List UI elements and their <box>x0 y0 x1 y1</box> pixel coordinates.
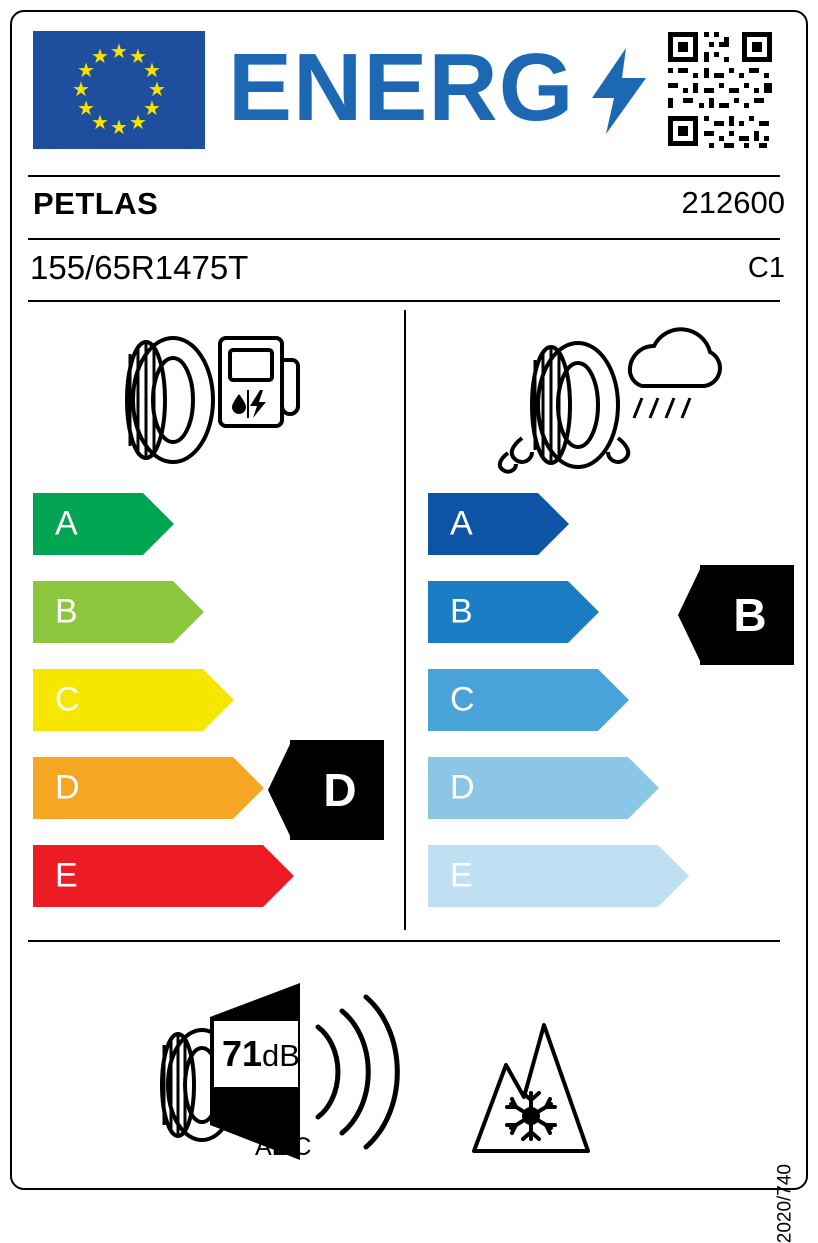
eu-star-icon: ★ <box>91 111 109 134</box>
wet-grade-letter: E <box>450 856 473 895</box>
wet-bar-b <box>428 581 658 643</box>
regulation-reference: 2020/740 <box>774 1164 795 1243</box>
wet-rating-value: B <box>733 589 767 641</box>
fuel-rating-marker <box>268 740 384 840</box>
wet-bar-a <box>428 493 658 555</box>
energy-wordmark: ENERG <box>228 34 575 141</box>
eu-star-icon: ★ <box>142 60 161 82</box>
eu-star-icon: ★ <box>129 46 147 69</box>
fuel-bar-a <box>33 493 263 555</box>
eu-star-icon: ★ <box>148 79 166 101</box>
noise-class-a: A <box>255 1133 272 1161</box>
tyre-size: 155/65R1475T <box>30 249 249 286</box>
eu-star-icon: ★ <box>72 79 90 101</box>
column-divider <box>404 310 406 930</box>
product-code: 212600 <box>681 185 785 220</box>
wet-bar-c <box>428 669 658 731</box>
fuel-grade-letter: E <box>55 856 78 895</box>
wet-grip-scale <box>428 493 658 933</box>
qr-code-icon[interactable] <box>666 28 776 152</box>
three-peak-mountain-snowflake-icon <box>466 1005 596 1155</box>
divider-brand <box>28 238 780 240</box>
brand-name: PETLAS <box>33 186 159 221</box>
tyre-class: C1 <box>747 252 785 284</box>
fuel-grade-letter: A <box>55 504 78 543</box>
wet-grade-letter: A <box>450 504 473 543</box>
fuel-bar-c <box>33 669 263 731</box>
wet-grade-letter: C <box>450 680 475 719</box>
fuel-grade-letter: C <box>55 680 80 719</box>
noise-class-c: C <box>293 1133 312 1161</box>
eu-star-icon: ★ <box>110 117 128 139</box>
wet-grade-letter: B <box>450 592 473 631</box>
tyre-fuel-pump-icon <box>110 320 310 480</box>
noise-class-b: B <box>271 1129 294 1162</box>
eu-flag-icon <box>33 31 205 149</box>
eu-star-icon: ★ <box>142 98 161 120</box>
tyre-rain-cloud-icon <box>490 320 720 490</box>
noise-unit: dB <box>262 1038 300 1073</box>
lightning-bolt-icon <box>592 48 646 134</box>
fuel-bar-d <box>33 757 263 819</box>
noise-value <box>222 1033 300 1075</box>
fuel-grade-letter: B <box>55 592 78 631</box>
fuel-rating-value: D <box>323 764 357 816</box>
fuel-bar-b <box>33 581 263 643</box>
divider-top <box>28 175 780 177</box>
wet-bar-d <box>428 757 658 819</box>
eu-star-icon: ★ <box>110 41 128 63</box>
divider-bottom <box>28 940 780 942</box>
eu-star-icon: ★ <box>77 60 96 82</box>
eu-star-icon: ★ <box>129 111 147 134</box>
noise-number: 71 <box>222 1033 263 1074</box>
divider-size <box>28 300 780 302</box>
fuel-efficiency-scale <box>33 493 263 933</box>
wet-rating-marker <box>678 565 794 665</box>
wet-bar-e <box>428 845 658 907</box>
wet-grade-letter: D <box>450 768 475 807</box>
fuel-grade-letter: D <box>55 768 80 807</box>
eu-star-icon: ★ <box>77 98 96 120</box>
eu-star-icon: ★ <box>91 46 109 69</box>
fuel-bar-e <box>33 845 263 907</box>
noise-class-row <box>255 1129 311 1163</box>
